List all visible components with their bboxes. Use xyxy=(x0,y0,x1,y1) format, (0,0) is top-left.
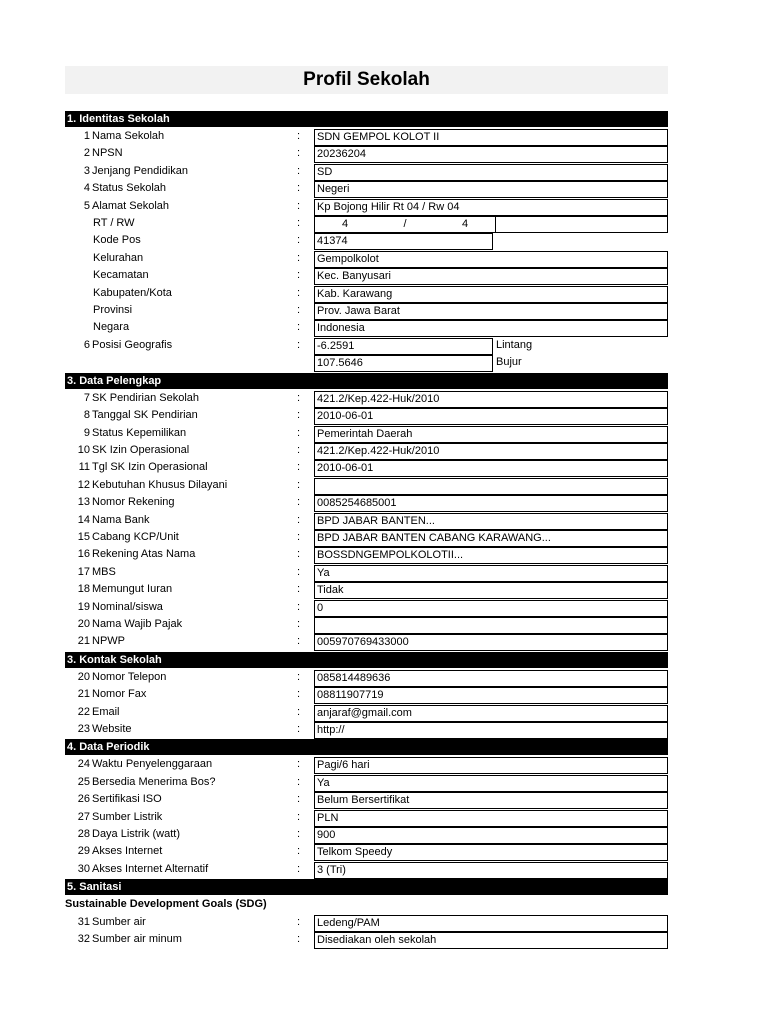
row-label: Status Kepemilikan xyxy=(92,426,187,439)
table-row xyxy=(65,791,668,808)
row-label: Tgl SK Izin Operasional xyxy=(92,461,208,474)
value-cell[interactable]: 421.2/Kep.422-Huk/2010 xyxy=(314,443,668,460)
row-label: Akses Internet Alternatif xyxy=(92,862,209,875)
table-row xyxy=(65,546,668,563)
value-cell[interactable]: 2010-06-01 xyxy=(314,408,668,425)
row-label: Cabang KCP/Unit xyxy=(92,530,179,543)
section-header-sanitasi: 5. Sanitasi xyxy=(65,879,668,895)
row-number: 27 xyxy=(77,810,90,823)
row-label: Sumber air minum xyxy=(92,933,182,946)
colon: : xyxy=(297,304,301,317)
row-number: 31 xyxy=(77,915,90,928)
section-header-kontak: 3. Kontak Sekolah xyxy=(65,652,668,668)
value-cell[interactable]: Disediakan oleh sekolah xyxy=(314,932,668,949)
table-row xyxy=(65,633,668,650)
row-number: 2 xyxy=(83,147,90,160)
sdg-heading: Sustainable Development Goals (SDG) xyxy=(65,898,267,911)
row-label: Sumber air xyxy=(92,915,146,928)
row-number: 1 xyxy=(83,130,90,142)
row-label: Nama Sekolah xyxy=(92,130,165,142)
row-label: Sumber Listrik xyxy=(92,810,163,823)
row-label: Memungut Iuran xyxy=(92,583,173,596)
table-row xyxy=(65,390,668,407)
value-cell[interactable]: Tidak xyxy=(314,582,668,599)
table-row xyxy=(65,442,668,459)
value-cell[interactable]: 3 (Tri) xyxy=(314,862,668,879)
table-row xyxy=(65,756,668,773)
table-row xyxy=(65,861,668,878)
profile-sheet xyxy=(65,110,668,948)
row-label: Kabupaten/Kota xyxy=(93,286,172,299)
table-row xyxy=(65,843,668,860)
rw-value[interactable]: 4 xyxy=(435,217,496,232)
row-number: 21 xyxy=(77,688,90,701)
colon: : xyxy=(297,199,301,212)
row-label: Nomor Rekening xyxy=(92,496,175,509)
row-label: Daya Listrik (watt) xyxy=(92,828,181,841)
colon: : xyxy=(297,391,301,404)
value-cell[interactable]: 0085254685001 xyxy=(314,495,668,512)
value-cell[interactable]: 005970769433000 xyxy=(314,634,668,651)
colon: : xyxy=(297,409,301,422)
lintang-label: Lintang xyxy=(496,338,533,351)
row-label: SK Izin Operasional xyxy=(92,443,190,456)
colon: : xyxy=(297,321,301,334)
value-cell[interactable]: Ledeng/PAM xyxy=(314,915,668,932)
rtrw-separator: / xyxy=(403,218,407,231)
value-cell[interactable]: BOSSDNGEMPOLKOLOTII... xyxy=(314,547,668,564)
row-label: MBS xyxy=(92,565,116,578)
row-number: 11 xyxy=(78,461,90,474)
table-row xyxy=(65,425,668,442)
row-alamat xyxy=(65,198,668,215)
value-cell[interactable]: PLN xyxy=(314,810,668,827)
section-header-periodik: 4. Data Periodik xyxy=(65,739,668,755)
value-cell[interactable]: anjaraf@gmail.com xyxy=(314,705,668,722)
row-number: 13 xyxy=(77,496,90,509)
row-label: Nomor Fax xyxy=(92,688,147,701)
colon: : xyxy=(297,723,301,735)
row-kodepos xyxy=(65,232,668,249)
value-cell[interactable]: 08811907719 xyxy=(314,687,668,704)
row-number: 18 xyxy=(77,583,90,596)
table-row xyxy=(65,826,668,843)
table-row xyxy=(65,564,668,581)
row-label: Status Sekolah xyxy=(92,182,166,195)
row-status xyxy=(65,180,668,197)
row-provinsi xyxy=(65,302,668,319)
row-label: Kelurahan xyxy=(93,251,144,264)
row-number: 28 xyxy=(77,828,90,841)
colon: : xyxy=(297,478,301,491)
value-cell[interactable]: Negeri xyxy=(314,181,668,198)
row-label: Nama Wajib Pajak xyxy=(92,617,183,630)
colon: : xyxy=(297,933,301,946)
value-cell[interactable]: 085814489636 xyxy=(314,670,668,687)
colon: : xyxy=(297,688,301,701)
row-number: 16 xyxy=(77,548,90,561)
row-label: Nominal/siswa xyxy=(92,600,163,613)
row-number: 20 xyxy=(77,617,90,630)
colon: : xyxy=(297,217,301,230)
row-kelurahan xyxy=(65,250,668,267)
row-number: 26 xyxy=(77,793,90,806)
row-number: 14 xyxy=(77,513,90,526)
table-row xyxy=(65,931,668,948)
row-number: 7 xyxy=(83,391,90,404)
colon: : xyxy=(297,426,301,439)
row-number: 22 xyxy=(77,705,90,718)
row-number: 17 xyxy=(77,565,90,578)
colon: : xyxy=(297,461,301,474)
row-label: Posisi Geografis xyxy=(92,338,173,351)
value-cell[interactable]: 900 xyxy=(314,827,668,844)
row-kabupaten xyxy=(65,285,668,302)
colon: : xyxy=(297,443,301,456)
colon: : xyxy=(297,338,301,351)
row-label: Email xyxy=(92,705,120,718)
value-cell[interactable]: 20236204 xyxy=(314,146,668,163)
table-row xyxy=(65,494,668,511)
row-number: 30 xyxy=(77,862,90,875)
row-number: 3 xyxy=(83,164,90,177)
row-number: 21 xyxy=(77,635,90,648)
row-label: Waktu Penyelenggaraan xyxy=(92,758,213,771)
bujur-value[interactable]: 107.5646 xyxy=(314,355,493,372)
row-label: Jenjang Pendidikan xyxy=(92,164,189,177)
value-cell[interactable] xyxy=(314,617,668,634)
value-cell[interactable]: Ya xyxy=(314,565,668,582)
table-row xyxy=(65,704,668,721)
value-cell[interactable]: 421.2/Kep.422-Huk/2010 xyxy=(314,391,668,408)
value-cell[interactable]: SDN GEMPOL KOLOT II xyxy=(314,129,668,146)
row-label: Sertifikasi ISO xyxy=(92,793,162,806)
colon: : xyxy=(297,793,301,806)
row-label: Alamat Sekolah xyxy=(92,199,170,212)
row-label: Negara xyxy=(93,321,130,334)
colon: : xyxy=(297,234,301,247)
row-label: Kode Pos xyxy=(93,234,141,247)
table-row xyxy=(65,459,668,476)
row-number: 25 xyxy=(77,775,90,788)
colon: : xyxy=(297,251,301,264)
row-label: Akses Internet xyxy=(92,845,163,858)
value-cell[interactable]: Belum Bersertifikat xyxy=(314,792,668,809)
bujur-label: Bujur xyxy=(496,356,522,369)
colon: : xyxy=(297,182,301,195)
section-header-identitas: 1. Identitas Sekolah xyxy=(65,111,668,127)
row-label: Tanggal SK Pendirian xyxy=(92,409,198,422)
row-jenjang xyxy=(65,163,668,180)
table-row xyxy=(65,721,668,738)
colon: : xyxy=(297,600,301,613)
colon: : xyxy=(297,530,301,543)
row-number: 29 xyxy=(77,845,90,858)
row-label: RT / RW xyxy=(93,217,135,230)
value-cell[interactable]: BPD JABAR BANTEN CABANG KARAWANG... xyxy=(314,530,668,547)
value-cell[interactable]: Pemerintah Daerah xyxy=(314,426,668,443)
colon: : xyxy=(297,617,301,630)
row-number: 12 xyxy=(77,478,90,491)
colon: : xyxy=(297,286,301,299)
colon: : xyxy=(297,496,301,509)
colon: : xyxy=(297,810,301,823)
row-label: NPWP xyxy=(92,635,125,648)
row-number: 9 xyxy=(83,426,90,439)
row-label: Website xyxy=(92,723,132,735)
row-label: Nomor Telepon xyxy=(92,670,167,683)
row-number: 24 xyxy=(77,758,90,771)
value-cell[interactable]: Kab. Karawang xyxy=(314,286,668,303)
colon: : xyxy=(297,147,301,160)
value-cell[interactable]: 2010-06-01 xyxy=(314,460,668,477)
colon: : xyxy=(297,862,301,875)
row-label: Nama Bank xyxy=(92,513,150,526)
table-row xyxy=(65,616,668,633)
table-row xyxy=(65,407,668,424)
colon: : xyxy=(297,635,301,648)
value-cell[interactable]: 0 xyxy=(314,600,668,617)
colon: : xyxy=(297,130,301,142)
table-row xyxy=(65,809,668,826)
value-cell[interactable]: Prov. Jawa Barat xyxy=(314,303,668,320)
row-label: Bersedia Menerima Bos? xyxy=(92,775,216,788)
table-row xyxy=(65,914,668,931)
sanitasi-list xyxy=(65,914,668,949)
page-title: Profil Sekolah xyxy=(65,66,668,94)
rt-value[interactable]: 4 xyxy=(341,218,349,231)
lintang-value[interactable]: -6.2591 xyxy=(314,338,493,355)
colon: : xyxy=(297,548,301,561)
table-row xyxy=(65,686,668,703)
table-row xyxy=(65,581,668,598)
value-cell[interactable]: Kp Bojong Hilir Rt 04 / Rw 04 xyxy=(314,199,668,216)
kontak-list xyxy=(65,669,668,739)
row-label: SK Pendirian Sekolah xyxy=(92,391,200,404)
colon: : xyxy=(297,775,301,788)
row-number: 5 xyxy=(83,199,90,212)
value-cell[interactable]: http:// xyxy=(314,722,668,739)
row-number: 20 xyxy=(77,670,90,683)
colon: : xyxy=(297,269,301,282)
row-label: Kecamatan xyxy=(93,269,149,282)
colon: : xyxy=(297,705,301,718)
row-number: 15 xyxy=(77,530,90,543)
row-number: 32 xyxy=(77,933,90,946)
value-cell[interactable]: Gempolkolot xyxy=(314,251,668,268)
value-cell[interactable]: Kec. Banyusari xyxy=(314,268,668,285)
row-posisi-lintang xyxy=(65,337,668,354)
colon: : xyxy=(297,565,301,578)
colon: : xyxy=(297,845,301,858)
row-label: Kebutuhan Khusus Dilayani xyxy=(92,478,228,491)
value-cell[interactable]: Indonesia xyxy=(314,320,668,337)
table-row xyxy=(65,512,668,529)
row-number: 19 xyxy=(77,600,90,613)
value-cell[interactable]: SD xyxy=(314,164,668,181)
row-number: 8 xyxy=(83,409,90,422)
row-number: 4 xyxy=(83,182,90,195)
value-cell[interactable]: Telkom Speedy xyxy=(314,844,668,861)
colon: : xyxy=(297,513,301,526)
table-row xyxy=(65,477,668,494)
row-label: Rekening Atas Nama xyxy=(92,548,196,561)
rtrw-cells xyxy=(314,216,668,233)
colon: : xyxy=(297,164,301,177)
colon: : xyxy=(297,758,301,771)
pelengkap-list xyxy=(65,390,668,651)
value-cell[interactable]: BPD JABAR BANTEN... xyxy=(314,513,668,530)
table-row xyxy=(65,669,668,686)
row-label: Provinsi xyxy=(93,304,133,317)
row-number: 10 xyxy=(77,443,90,456)
section-header-pelengkap: 3. Data Pelengkap xyxy=(65,373,668,389)
table-row xyxy=(65,599,668,616)
row-posisi-bujur xyxy=(65,354,668,371)
colon: : xyxy=(297,670,301,683)
row-number: 6 xyxy=(83,338,90,351)
row-npsn xyxy=(65,145,668,162)
colon: : xyxy=(297,828,301,841)
value-cell[interactable] xyxy=(314,478,668,495)
colon: : xyxy=(297,583,301,596)
row-negara xyxy=(65,319,668,336)
row-number: 23 xyxy=(77,723,90,735)
value-cell[interactable]: 41374 xyxy=(314,233,493,250)
value-cell[interactable]: Ya xyxy=(314,775,668,792)
row-nama-sekolah xyxy=(65,128,668,145)
row-kecamatan xyxy=(65,267,668,284)
row-rtrw xyxy=(65,215,668,232)
table-row xyxy=(65,529,668,546)
row-label: NPSN xyxy=(92,147,123,160)
table-row xyxy=(65,774,668,791)
colon: : xyxy=(297,915,301,928)
periodik-list xyxy=(65,756,668,878)
value-cell[interactable]: Pagi/6 hari xyxy=(314,757,668,774)
